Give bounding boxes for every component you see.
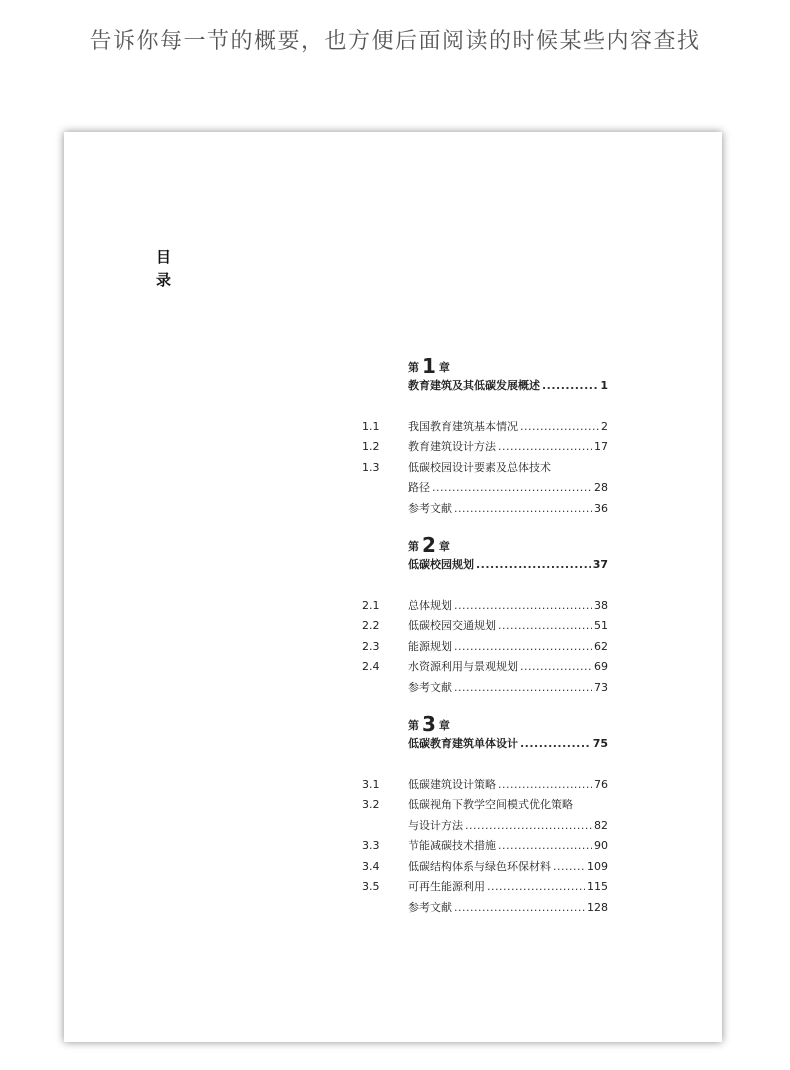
toc-entry	[362, 877, 622, 898]
table-of-contents	[362, 356, 622, 918]
section-row	[408, 637, 608, 658]
toc-entry	[362, 458, 622, 479]
toc-entry	[362, 857, 622, 878]
chapter-page: 37	[592, 558, 608, 571]
chapter-label	[408, 356, 608, 376]
leader-dots	[498, 616, 592, 637]
section-row	[408, 857, 608, 878]
section-number: 1.2	[362, 440, 380, 453]
chapter-suffix: 章	[438, 361, 450, 374]
section-row	[408, 877, 608, 898]
section-row	[408, 417, 608, 438]
toc-entry	[362, 775, 622, 796]
section-page: 69	[594, 660, 608, 673]
section-page: 90	[594, 839, 608, 852]
section-title: 低碳校园交通规划	[408, 619, 496, 632]
section-row	[408, 616, 608, 637]
section-title: 教育建筑设计方法	[408, 440, 496, 453]
section-page: 62	[594, 639, 608, 653]
section-number: 2.3	[362, 639, 380, 653]
chapter-prefix: 第	[408, 719, 419, 732]
section-title: 低碳视角下教学空间模式优化策略	[408, 798, 573, 811]
references-title: 参考文献	[408, 900, 452, 914]
leader-dots	[476, 555, 591, 576]
section-page: 17	[594, 440, 608, 453]
document-page	[64, 132, 722, 1042]
toc-entry	[362, 657, 622, 678]
section-number: 3.3	[362, 839, 380, 852]
section-page: 76	[594, 777, 608, 791]
references-row	[408, 499, 608, 520]
section-title-continued: 与设计方法	[408, 818, 463, 832]
chapter-title: 教育建筑及其低碳发展概述	[408, 379, 540, 392]
leader-dots	[553, 857, 585, 878]
toc-entry	[362, 417, 622, 438]
leader-dots	[454, 596, 592, 617]
toc-title	[156, 246, 178, 292]
leader-dots	[498, 775, 592, 796]
section-row	[408, 775, 608, 796]
chapter-title: 低碳教育建筑单体设计	[408, 737, 518, 750]
section-title: 可再生能源利用	[408, 880, 485, 893]
references-page: 128	[587, 900, 608, 914]
section-number: 2.4	[362, 660, 380, 673]
section-number: 1.1	[362, 419, 380, 433]
section-row	[408, 437, 608, 458]
section-title: 节能减碳技术措施	[408, 839, 496, 852]
section-title: 低碳校园设计要素及总体技术	[408, 460, 551, 474]
leader-dots	[520, 417, 599, 438]
leader-dots	[487, 877, 585, 898]
chapter-title-row	[408, 555, 608, 576]
section-row	[408, 657, 608, 678]
leader-dots	[454, 898, 585, 919]
section-page: 2	[601, 419, 608, 433]
section-row	[408, 816, 608, 837]
toc-entry	[362, 795, 622, 816]
section-number: 2.2	[362, 619, 380, 632]
toc-entry	[362, 836, 622, 857]
section-page: 51	[594, 619, 608, 632]
references-row	[408, 678, 608, 699]
leader-dots	[498, 836, 592, 857]
chapter-3-heading	[408, 714, 608, 755]
section-title: 我国教育建筑基本情况	[408, 419, 518, 433]
toc-entry-continued	[362, 478, 622, 499]
section-title: 水资源利用与景观规划	[408, 660, 518, 673]
section-title: 能源规划	[408, 639, 452, 653]
section-page: 28	[594, 481, 608, 494]
chapter-title-row	[408, 376, 608, 397]
toc-entry	[362, 596, 622, 617]
toc-entry-references	[362, 898, 622, 919]
section-number: 3.2	[362, 798, 380, 811]
chapter-page: 75	[592, 737, 608, 750]
section-page: 115	[587, 880, 608, 893]
page-caption: 告诉你每一节的概要，也方便后面阅读的时候某些内容查找	[89, 29, 701, 54]
toc-entry-references	[362, 678, 622, 699]
section-number: 3.4	[362, 859, 380, 873]
toc-title-char-1: 目	[156, 248, 172, 266]
section-row	[408, 478, 608, 499]
leader-dots	[465, 816, 592, 837]
section-title: 低碳建筑设计策略	[408, 777, 496, 791]
references-page: 73	[594, 680, 608, 694]
leader-dots	[520, 734, 591, 755]
chapter-page: 1	[600, 379, 608, 392]
references-row	[408, 898, 608, 919]
section-number: 1.3	[362, 460, 380, 474]
chapter-2-heading	[408, 535, 608, 576]
toc-entry	[362, 437, 622, 458]
toc-entry-continued	[362, 816, 622, 837]
chapter-suffix: 章	[438, 719, 450, 732]
section-page: 109	[587, 859, 608, 873]
chapter-number: 3	[422, 712, 436, 736]
leader-dots	[454, 499, 592, 520]
leader-dots	[454, 678, 592, 699]
leader-dots	[432, 478, 592, 499]
leader-dots	[498, 437, 592, 458]
section-number: 3.1	[362, 777, 380, 791]
toc-entry-references	[362, 499, 622, 520]
toc-entry	[362, 637, 622, 658]
leader-dots	[520, 657, 592, 678]
leader-dots	[542, 376, 598, 397]
references-page: 36	[594, 501, 608, 515]
references-title: 参考文献	[408, 501, 452, 515]
section-number: 3.5	[362, 880, 380, 893]
section-title: 总体规划	[408, 598, 452, 612]
section-title-continued: 路径	[408, 481, 430, 494]
chapter-1-heading	[408, 356, 608, 397]
toc-title-char-2: 录	[156, 271, 172, 289]
chapter-suffix: 章	[438, 540, 450, 553]
section-number: 2.1	[362, 598, 380, 612]
chapter-label	[408, 714, 608, 734]
chapter-title: 低碳校园规划	[408, 558, 474, 571]
section-row	[408, 836, 608, 857]
section-title: 低碳结构体系与绿色环保材料	[408, 859, 551, 873]
chapter-number: 2	[422, 533, 436, 557]
chapter-prefix: 第	[408, 540, 419, 553]
chapter-title-row	[408, 734, 608, 755]
section-page: 82	[594, 818, 608, 832]
section-page: 38	[594, 598, 608, 612]
leader-dots	[454, 637, 592, 658]
chapter-number: 1	[422, 354, 436, 378]
chapter-prefix: 第	[408, 361, 419, 374]
references-title: 参考文献	[408, 680, 452, 694]
toc-entry	[362, 616, 622, 637]
section-row	[408, 596, 608, 617]
chapter-label	[408, 535, 608, 555]
